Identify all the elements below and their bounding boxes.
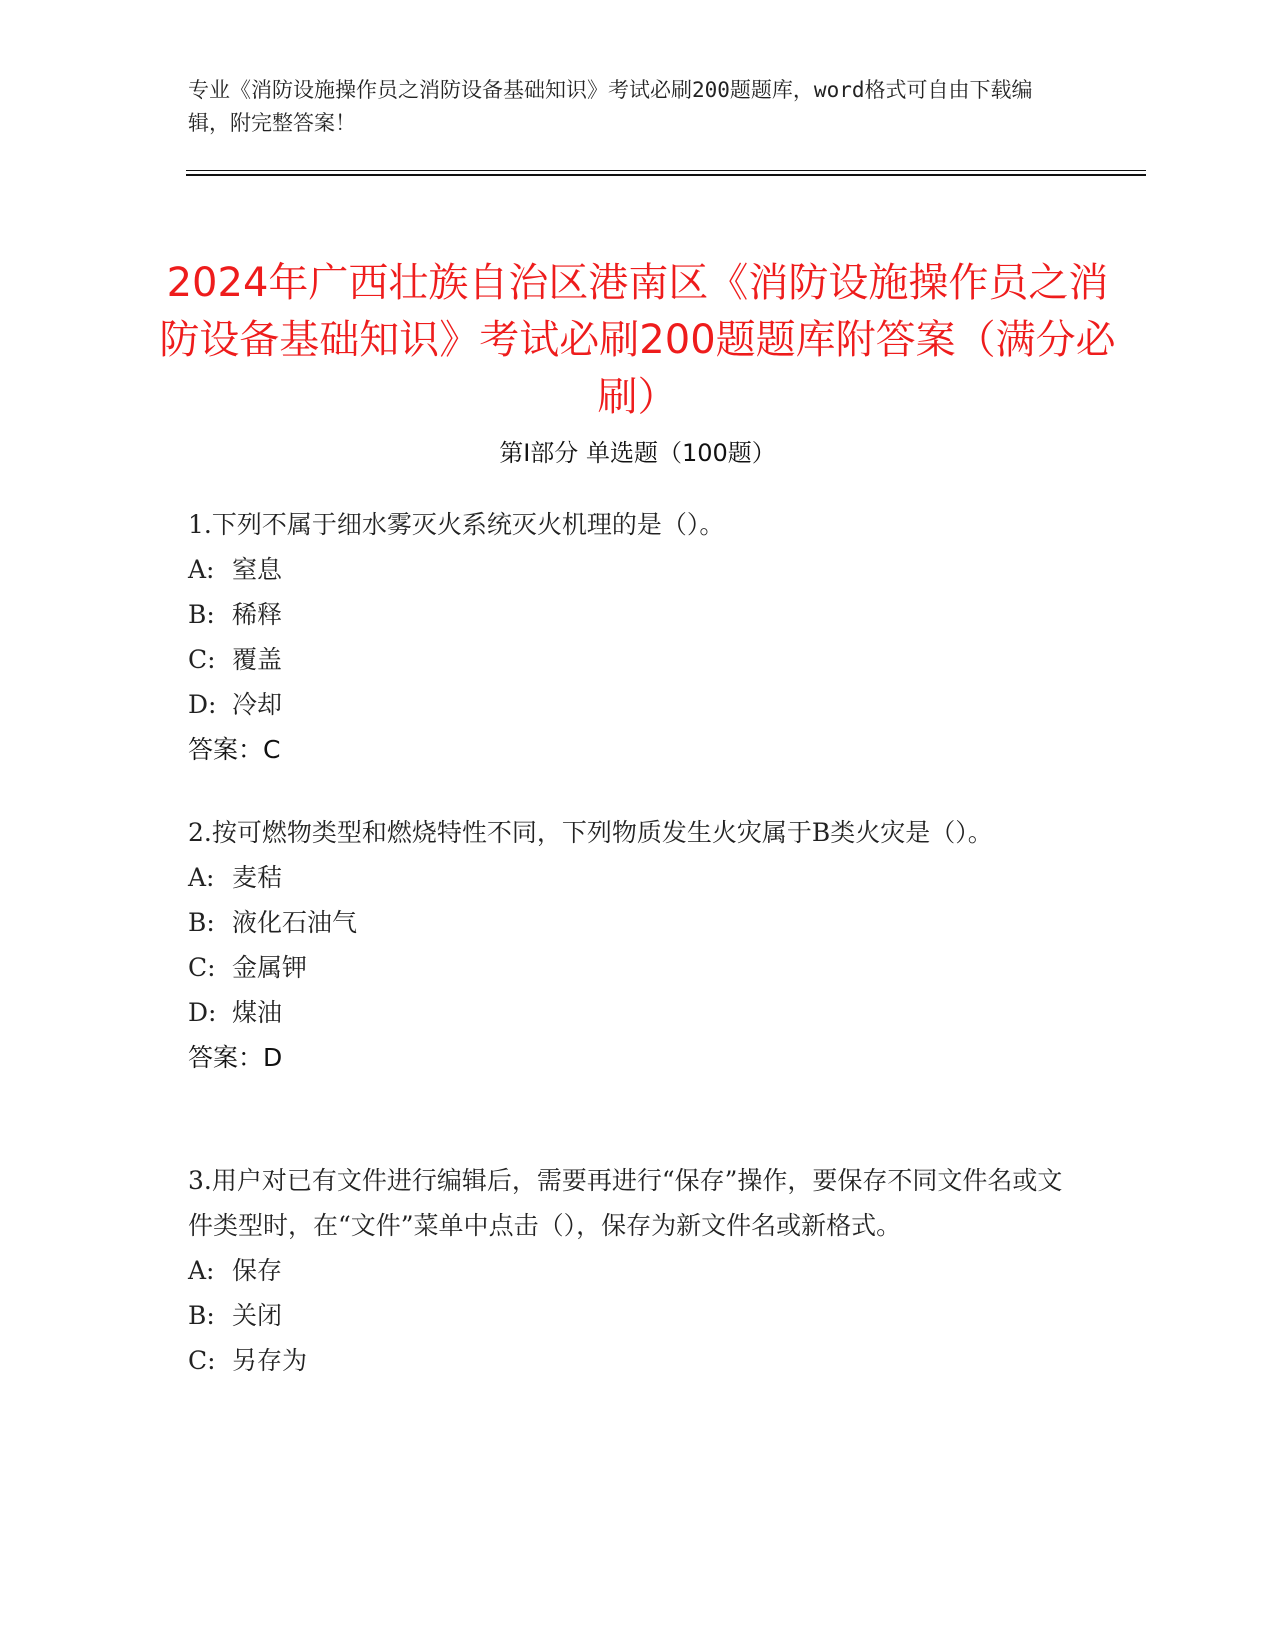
option-c	[188, 637, 1068, 682]
option-a	[188, 547, 1068, 592]
option-text: 保存	[232, 1256, 283, 1285]
option-text: 冷却	[232, 690, 283, 719]
option-text: 金属钾	[232, 953, 308, 982]
answer-line: 答案：C	[188, 735, 281, 764]
option-letter: B:	[188, 600, 215, 629]
section-heading: 第Ⅰ部分 单选题（100题）	[499, 439, 776, 467]
question-2	[188, 810, 1068, 1080]
option-text: 覆盖	[232, 645, 283, 674]
option-a	[188, 1248, 1068, 1293]
option-b	[188, 1293, 1068, 1338]
header-rule-thick	[186, 174, 1146, 176]
question-text: 3.用户对已有文件进行编辑后，需要再进行“保存”操作，要保存不同文件名或文件类型时，在“文件”菜单中点击（），保存为新文件名或新格式。	[188, 1166, 1063, 1240]
header-note: 专业《消防设施操作员之消防设备基础知识》考试必刷200题题库，word格式可自由下载编辑，附完整答案！	[188, 78, 1033, 135]
option-b	[188, 900, 1068, 945]
document-title: 2024年广西壮族自治区港南区《消防设施操作员之消防设备基础知识》考试必刷200题题库附答案（满分必刷）	[159, 259, 1116, 420]
option-letter: D:	[188, 690, 217, 719]
option-text: 煤油	[232, 998, 283, 1027]
option-d	[188, 682, 1068, 727]
option-letter: A:	[188, 555, 215, 584]
option-a	[188, 855, 1068, 900]
option-letter: C:	[188, 645, 216, 674]
question-text: 1.下列不属于细水雾灭火系统灭火机理的是（）。	[188, 510, 725, 539]
option-letter: A:	[188, 1256, 215, 1285]
option-text: 麦秸	[232, 863, 283, 892]
option-letter: B:	[188, 908, 215, 937]
option-letter: C:	[188, 1346, 216, 1375]
option-text: 液化石油气	[232, 908, 358, 937]
question-1	[188, 502, 1068, 772]
option-text: 稀释	[232, 600, 283, 629]
question-3	[188, 1158, 1068, 1383]
option-text: 窒息	[232, 555, 283, 584]
option-letter: B:	[188, 1301, 215, 1330]
answer-line: 答案：D	[188, 1043, 283, 1072]
option-letter: C:	[188, 953, 216, 982]
option-letter: A:	[188, 863, 215, 892]
option-d	[188, 990, 1068, 1035]
option-c	[188, 1338, 1068, 1383]
option-b	[188, 592, 1068, 637]
option-text: 另存为	[232, 1346, 308, 1375]
header-rule-thin	[186, 170, 1146, 171]
option-text: 关闭	[232, 1301, 283, 1330]
option-c	[188, 945, 1068, 990]
option-letter: D:	[188, 998, 217, 1027]
question-text: 2.按可燃物类型和燃烧特性不同，下列物质发生火灾属于B类火灾是（）。	[188, 818, 993, 847]
